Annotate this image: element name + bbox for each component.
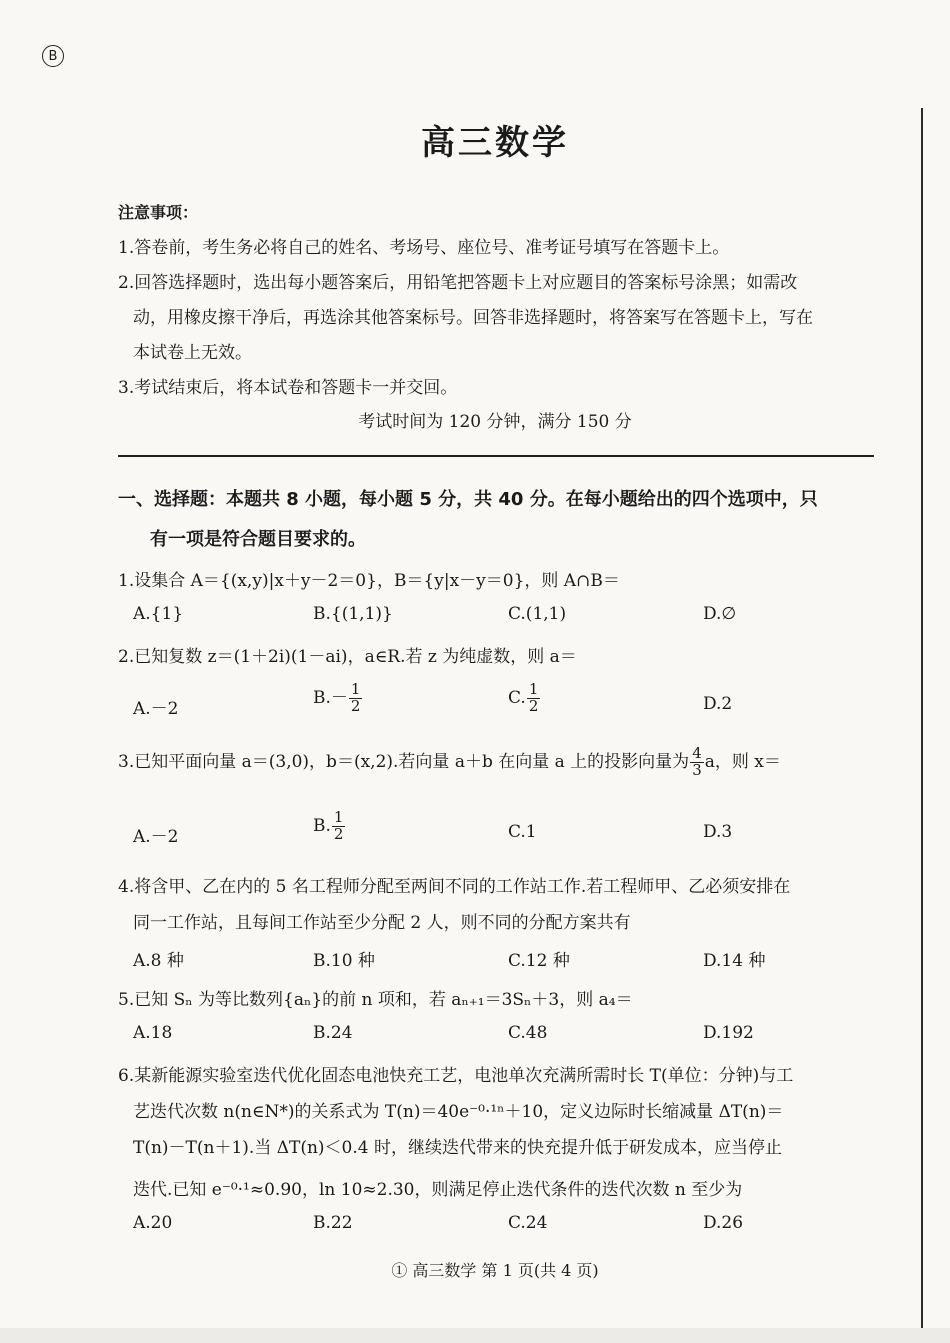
question-1-option-c: C.(1,1) — [508, 604, 567, 624]
question-3-option-b — [313, 810, 346, 843]
question-6-option-b: B.22 — [313, 1213, 353, 1233]
question-4-option-c: C.12 种 — [508, 951, 570, 971]
notice-item-2-line-1: 2.回答选择题时，选出每小题答案后，用铅笔把答题卡上对应题目的答案标号涂黑；如需改 — [118, 273, 798, 293]
question-2-option-b — [313, 682, 363, 715]
notice-item-2-line-2: 动，用橡皮擦干净后，再选涂其他答案标号。回答非选择题时，将答案写在答题卡上，写在 — [133, 308, 813, 328]
question-2-option-d: D.2 — [703, 694, 733, 714]
question-3-option-a: A.－2 — [133, 827, 179, 847]
question-5-stem: 5.已知 Sₙ 为等比数列{aₙ}的前 n 项和，若 aₙ₊₁＝3Sₙ＋3，则 a₄＝ — [118, 990, 633, 1010]
question-3-stem-part-2: a，则 x＝ — [704, 751, 781, 772]
question-5-option-d: D.192 — [703, 1023, 754, 1043]
page-edge-line — [921, 108, 923, 1343]
exam-time: 考试时间为 120 分钟，满分 150 分 — [358, 412, 632, 432]
question-1-stem: 1.设集合 A＝{(x,y)|x＋y－2＝0}，B＝{y|x－y＝0}，则 A∩B＝ — [118, 571, 620, 591]
notice-heading: 注意事项： — [118, 203, 199, 222]
paper-version-badge: B — [42, 45, 64, 67]
question-6-line-3: T(n)－T(n＋1).当 ΔT(n)＜0.4 时，继续迭代带来的快充提升低于研发成本，应当停止 — [133, 1138, 782, 1158]
section-1-heading-line-1: 一、选择题：本题共 8 小题，每小题 5 分，共 40 分。在每小题给出的四个选项中，只 — [118, 489, 818, 510]
notice-item-1: 1.答卷前，考生务必将自己的姓名、考场号、座位号、准考证号填写在答题卡上。 — [118, 238, 730, 258]
question-3-option-d: D.3 — [703, 822, 733, 842]
question-2-option-c-prefix: C. — [508, 687, 526, 708]
question-2-option-b-prefix: B.－ — [313, 687, 348, 708]
question-4-line-2: 同一工作站，且每间工作站至少分配 2 人，则不同的分配方案共有 — [133, 913, 631, 933]
question-3-option-c: C.1 — [508, 822, 537, 842]
question-5-option-b: B.24 — [313, 1023, 353, 1043]
question-5-option-c: C.48 — [508, 1023, 548, 1043]
question-4-option-b: B.10 种 — [313, 951, 375, 971]
question-3-stem-part-1: 3.已知平面向量 a＝(3,0)，b＝(x,2).若向量 a＋b 在向量 a 上的投影向量为 — [118, 751, 690, 772]
projection-fraction: $\frac{4}{3}$ — [692, 744, 702, 779]
question-4-option-d: D.14 种 — [703, 951, 766, 971]
page-footer: ① 高三数学 第 1 页(共 4 页) — [391, 1261, 599, 1280]
question-1-option-a: A.{1} — [133, 604, 184, 624]
page-title: 高三数学 — [421, 123, 569, 163]
question-2-option-c — [508, 682, 541, 715]
question-6-option-d: D.26 — [703, 1213, 744, 1233]
question-6-line-4: 迭代.已知 e⁻⁰·¹≈0.90，ln 10≈2.30，则满足停止迭代条件的迭代次数 n 至少为 — [133, 1180, 743, 1200]
question-1-option-b: B.{(1,1)} — [313, 604, 393, 624]
question-2-stem: 2.已知复数 z＝(1＋2i)(1－ai)，a∈R.若 z 为纯虚数，则 a＝ — [118, 647, 577, 667]
question-6-option-a: A.20 — [133, 1213, 173, 1233]
question-2-option-a: A.－2 — [133, 699, 179, 719]
question-5-option-a: A.18 — [133, 1023, 173, 1043]
question-6-line-1: 6.某新能源实验室迭代优化固态电池快充工艺，电池单次充满所需时长 T(单位：分钟)与工 — [118, 1066, 794, 1086]
question-4-option-a: A.8 种 — [133, 951, 184, 971]
question-3-stem — [118, 746, 781, 779]
question-3-option-b-prefix: B. — [313, 815, 331, 836]
section-1-heading-line-2: 有一项是符合题目要求的。 — [150, 529, 366, 550]
question-4-line-1: 4.将含甲、乙在内的 5 名工程师分配至两间不同的工作站工作.若工程师甲、乙必须安排在 — [118, 877, 791, 897]
question-6-option-c: C.24 — [508, 1213, 548, 1233]
question-1-option-d: D.∅ — [703, 604, 737, 624]
divider-rule — [118, 455, 874, 457]
notice-item-2-line-3: 本试卷上无效。 — [133, 343, 252, 363]
fraction: $\frac{1}{2}$ — [528, 680, 539, 715]
page-bottom-band — [0, 1328, 950, 1343]
fraction: $\frac{1}{2}$ — [350, 680, 361, 715]
fraction: $\frac{1}{2}$ — [333, 808, 344, 843]
question-6-line-2: 艺迭代次数 n(n∈N*)的关系式为 T(n)＝40e⁻⁰·¹ⁿ＋10，定义边际时长缩减量 ΔT(n)＝ — [133, 1102, 784, 1122]
notice-item-3: 3.考试结束后，将本试卷和答题卡一并交回。 — [118, 378, 458, 398]
